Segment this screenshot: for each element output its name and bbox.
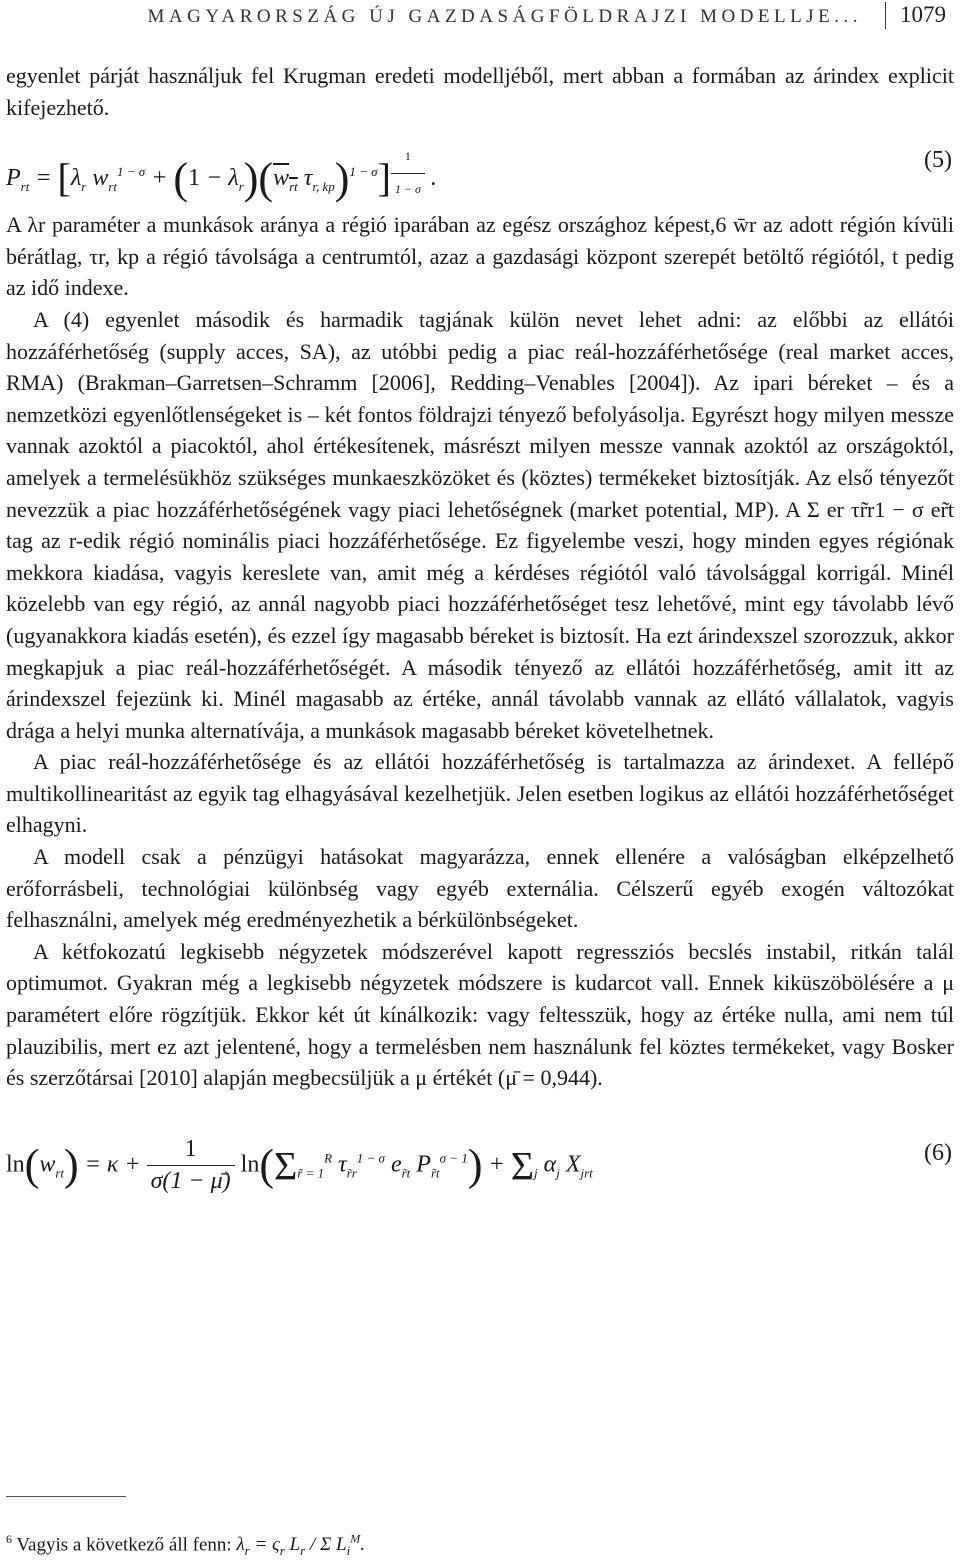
paragraph-market-access: A (4) egyenlet második és harmadik tagjának külön nevet lehet adni: az előbbi az ellátói hozzáférhetőség (supply acces, SA), az utóbbi pedig a piac reál-hozzáférhetősége (real market acces, RMA) (Brakman–Garretsen–Schramm [2006], Redding–Venables [2004]). Az ipari béreket – és a nemzetközi egyenlőtlenségeket is – két fontos földrajzi tényező befolyásolja. Egyrészt hogy milyen messze vannak azoktól a piacoktól, ahol értékesítenek, másrészt milyen messze vannak azoktól az országoktól, amelyek a termelésükhöz szükséges munkaeszközöket és (köztes) termékeket biztosítják. Az első tényezőt nevezzük a piac hozzáférhetőségének vagy piaci lehetőségnek (market potential, MP). A Σ er τr̃r1 − σ er̃t tag az r-edik régió nominális piaci hozzáférhetősége. Ez figyelembe veszi, hogy minden egyes régiónak mekkora kiadása, vagyis kereslete van, amit még a kérdéses régiótól való távolsággal korrigál. Minél közelebb van egy régió, az annál nagyobb piaci hozzáférhetőséget tesz lehetővé, mint egy távolabb lévő (ugyanakkora kiadás esetén), és ezzel így magasabb béreket is biztosít. Ha ezt árindexszel szorozzuk, akkor megkapjuk a piac reál-hozzáférhetőségét. A második tényező az ellátói hozzáférhetőség, amit itt az árindexszel fejezünk ki. Minél magasabb az értéke, annál távolabb vannak az ellátó vállalatok, vagyis drága a helyi munka alternatívája, a munkások magasabb béreket követelhetnek. (6, 306, 954, 743)
equation-5-body: $P_{rt} = [\lambda_r$ $w_{rt}^{1 - \sigma} + (1 - \lambda_r)(w_{rt}$ $\tau_{r, kp})^{1 - \sigma}$] $^{\frac{1}{1 - \sigma}}$ . (6, 141, 437, 205)
paragraph-continuation: egyenlet párját használjuk fel Krugman eredeti modelljéből, mert abban a formában az árindex explicit kifejezhető. (6, 63, 954, 120)
footnote (6, 1532, 365, 1559)
footnote-text: Vagyis a következő áll fenn: (16, 1534, 232, 1556)
article-body (6, 60, 954, 1212)
paragraph-definitions: A λr paraméter a munkások aránya a régió iparában az egész országhoz képest,6 w̄r az adott régión kívüli bérátlag, τr, kp a régió távolsága a centrumtól, azaz a gazdasági központ szerepét betöltő régiótól, t pedig az idő indexe. (6, 212, 954, 301)
equation-5 (6, 131, 954, 204)
paragraph-multicollinearity: A piac reál-hozzáférhetősége és az ellátói hozzáférhetőség is tartalmazza az árindexet. A fellépő multikollinearitást az egyik tag elhagyásával kezelhetjük. Jelen esetben logikus az ellátói hozzáférhetőséget elhagyni. (6, 749, 954, 838)
page-number: 1079 (900, 2, 946, 27)
equation-5-number: (5) (924, 147, 952, 174)
paragraph-estimation: A kétfokozatú legkisebb négyzetek módszerével kapott regressziós becslés instabil, ritkán talál optimumot. Gyakran még a legkisebb négyzetek módszere is kudarcot vall. Ennek kiküszöbölésére a μ paramétert előre rögzítjük. Ekkor két út kínálkozik: vagy feltesszük, hogy az értéke nulla, ami nem túl plauzibilis, mert ez azt jelentené, hogy a termelésben nem használunk fel köztes termékeket, vagy Bosker és szerzőtársai [2010] alapján megbecsüljük a μ értékét (μ̄ = 0,944). (6, 938, 954, 1091)
paragraph-externalities: A modell csak a pénzügyi hatásokat magyarázza, ennek ellenére a valóságban elképzelhető erőforrásbeli, technológiai különbség vagy egyéb externália. Célszerű egyéb exogén változókat felhasználni, amelyek még eredményezhetik a bérkülönbségeket. (6, 844, 954, 933)
equation-6-number: (6) (924, 1139, 952, 1166)
footnote-mark: 6 (6, 1532, 12, 1546)
running-header (0, 2, 960, 32)
equation-6 (6, 1108, 954, 1204)
footnote-formula: $\lambda_r = \varsigma_r$ $L_r$ / Σ $L_i^M$. (236, 1532, 365, 1559)
footnote-divider (6, 1496, 126, 1497)
header-divider (885, 2, 886, 29)
running-head-title: MAGYARORSZÁG ÚJ GAZDASÁGFÖLDRAJZI MODELLJE... (147, 6, 862, 27)
equation-6-body: $\ln(w_{rt}) = \kappa$ + $\frac{1}{\sigma(1 - \mū)}$ $\ln(\Sigma_{r̃ = 1}^R$ $\tau_{r̃r}^{1 - \sigma}$ $e_{r̃t}$ $P_{r̃t}^{\sigma - 1}) + \Sigma_j$ $\alpha_j$ $X_{jrt}$ (6, 1135, 593, 1195)
